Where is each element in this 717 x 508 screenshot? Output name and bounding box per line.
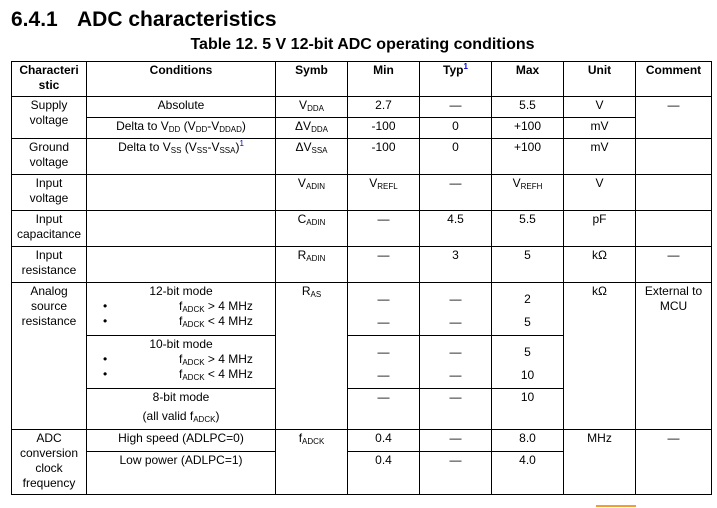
table-caption: Table 12. 5 V 12-bit ADC operating conditions bbox=[190, 36, 535, 53]
unit-cell: mV bbox=[564, 139, 636, 175]
cond-cell: Low power (ADLPC=1) bbox=[87, 452, 276, 495]
cond-cell bbox=[87, 175, 276, 211]
unit-cell: kΩ bbox=[564, 283, 636, 430]
comment-cell: — bbox=[636, 430, 712, 495]
typ-cell: — bbox=[420, 430, 492, 452]
unit-cell: V bbox=[564, 175, 636, 211]
header-comment: Comment bbox=[636, 62, 712, 97]
symbol-cell: $R_{ADIN}$ bbox=[276, 247, 348, 283]
typ-cell: 0 bbox=[420, 139, 492, 175]
char-analog-src: Analog source resistance bbox=[12, 283, 87, 430]
page-accent-line bbox=[596, 505, 636, 507]
typ-cell: 4.5 bbox=[420, 211, 492, 247]
char-input-res: Input resistance bbox=[12, 247, 87, 283]
header-min: Min bbox=[348, 62, 420, 97]
comment-cell bbox=[636, 139, 712, 175]
max-cell: 4.0 bbox=[492, 452, 564, 495]
symbol-cell: $\Delta V_{SSA}$ bbox=[276, 139, 348, 175]
max-cell: +100 bbox=[492, 118, 564, 139]
min-cell: — — bbox=[348, 336, 420, 389]
symbol-cell: $V_{DDA}$ bbox=[276, 97, 348, 118]
char-ground: Ground voltage bbox=[12, 139, 87, 175]
section-number: 6.4.1 bbox=[11, 8, 58, 31]
comment-cell: — bbox=[636, 97, 712, 139]
typ-cell: — — bbox=[420, 283, 492, 336]
section-title: ADC characteristics bbox=[77, 8, 277, 31]
char-input-cap: Input capacitance bbox=[12, 211, 87, 247]
header-unit: Unit bbox=[564, 62, 636, 97]
max-cell: $V_{REFH}$ bbox=[492, 175, 564, 211]
symbol-cell: $C_{ADIN}$ bbox=[276, 211, 348, 247]
cond-cell: Delta to $V_{DD}$ $(V_{DD}-V_{DDAD})$ bbox=[87, 118, 276, 139]
table-row bbox=[12, 139, 712, 175]
max-cell: 10 bbox=[492, 389, 564, 430]
max-cell: 8.0 bbox=[492, 430, 564, 452]
footnote-ref: 1 bbox=[463, 62, 468, 71]
min-cell: 2.7 bbox=[348, 97, 420, 118]
cond-cell: Delta to $V_{SS}$ $(V_{SS}-V_{SSA})^1$ bbox=[87, 139, 276, 175]
min-cell: — bbox=[348, 247, 420, 283]
table-row bbox=[12, 430, 712, 452]
cond-10bit: 10-bit mode • $f_{ADCK} > 4$ MHz • $f_{ADCK} < 4$ MHz bbox=[87, 336, 276, 389]
symbol-cell: $\Delta V_{DDA}$ bbox=[276, 118, 348, 139]
min-cell: — bbox=[348, 211, 420, 247]
adc-table bbox=[11, 61, 712, 495]
table-row bbox=[12, 97, 712, 118]
typ-cell: — bbox=[420, 452, 492, 495]
cond-cell: High speed (ADLPC=0) bbox=[87, 430, 276, 452]
typ-cell: — bbox=[420, 175, 492, 211]
unit-cell: MHz bbox=[564, 430, 636, 495]
max-cell: 5.5 bbox=[492, 211, 564, 247]
min-cell: 0.4 bbox=[348, 430, 420, 452]
min-cell: -100 bbox=[348, 139, 420, 175]
header-symb: Symb bbox=[276, 62, 348, 97]
comment-cell bbox=[636, 175, 712, 211]
comment-cell: — bbox=[636, 247, 712, 283]
symbol-cell: $V_{ADIN}$ bbox=[276, 175, 348, 211]
min-cell: — — bbox=[348, 283, 420, 336]
unit-cell: mV bbox=[564, 118, 636, 139]
symbol-cell: $R_{AS}$ bbox=[276, 283, 348, 430]
cond-cell bbox=[87, 247, 276, 283]
max-cell: +100 bbox=[492, 139, 564, 175]
char-input-voltage: Input voltage bbox=[12, 175, 87, 211]
typ-cell: 3 bbox=[420, 247, 492, 283]
min-cell: — bbox=[348, 389, 420, 430]
table-row bbox=[12, 283, 712, 336]
header-typ bbox=[420, 62, 492, 97]
header-max: Max bbox=[492, 62, 564, 97]
header-conditions: Conditions bbox=[87, 62, 276, 97]
table-row bbox=[12, 211, 712, 247]
char-supply: Supply voltage bbox=[12, 97, 87, 139]
min-cell: -100 bbox=[348, 118, 420, 139]
unit-cell: V bbox=[564, 97, 636, 118]
header-row bbox=[12, 62, 712, 97]
cond-12bit: 12-bit mode • $f_{ADCK} > 4$ MHz • $f_{ADCK} < 4$ MHz bbox=[87, 283, 276, 336]
typ-cell: — — bbox=[420, 336, 492, 389]
cond-cell: Absolute bbox=[87, 97, 276, 118]
max-cell: 2 5 bbox=[492, 283, 564, 336]
cond-cell bbox=[87, 211, 276, 247]
header-typ-label: Typ bbox=[443, 63, 464, 77]
min-cell: $V_{REFL}$ bbox=[348, 175, 420, 211]
unit-cell: kΩ bbox=[564, 247, 636, 283]
cond-8bit: 8-bit mode (all valid $f_{ADCK}$) bbox=[87, 389, 276, 430]
typ-cell: — bbox=[420, 389, 492, 430]
max-cell: 5 bbox=[492, 247, 564, 283]
char-adc-clock: ADC conversion clock frequency bbox=[12, 430, 87, 495]
table-row bbox=[12, 247, 712, 283]
max-cell: 5 10 bbox=[492, 336, 564, 389]
typ-cell: — bbox=[420, 97, 492, 118]
symbol-cell: $f_{ADCK}$ bbox=[276, 430, 348, 495]
comment-cell bbox=[636, 211, 712, 247]
unit-cell: pF bbox=[564, 211, 636, 247]
comment-cell: External to MCU bbox=[636, 283, 712, 430]
min-cell: 0.4 bbox=[348, 452, 420, 495]
table-row bbox=[12, 175, 712, 211]
max-cell: 5.5 bbox=[492, 97, 564, 118]
header-characteristic: Characteri stic bbox=[12, 62, 87, 97]
table-row bbox=[12, 118, 712, 139]
section-heading bbox=[11, 8, 277, 32]
typ-cell: 0 bbox=[420, 118, 492, 139]
